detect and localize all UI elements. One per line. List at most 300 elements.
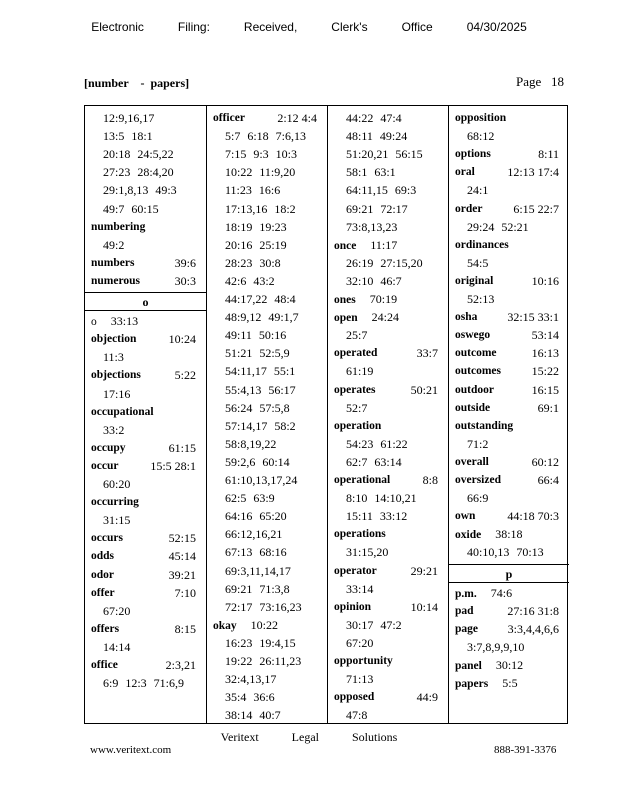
page-refs: 19:22 26:11,23 (225, 654, 302, 668)
page-refs-continued (225, 543, 323, 561)
index-entry (91, 457, 202, 475)
page-refs: 10:16 (531, 273, 559, 288)
index-entry (455, 471, 565, 489)
page-refs: 11:3 (103, 350, 124, 365)
index-entry (91, 272, 202, 290)
page-refs-continued (467, 181, 565, 199)
page-refs-continued (103, 348, 202, 366)
section-letter: o (85, 292, 206, 311)
index-entry (213, 616, 323, 634)
index-entry (455, 525, 565, 543)
index-term: odor (91, 568, 114, 581)
page-refs-continued (103, 385, 202, 403)
page-refs-continued (225, 145, 323, 163)
index-term: outstanding (455, 419, 514, 432)
index-term: once (334, 239, 357, 252)
page-refs: 52:15 (168, 531, 196, 546)
index-term: oswego (455, 329, 491, 342)
page-refs: 69:21 72:17 (346, 201, 408, 216)
index-entry (334, 236, 444, 254)
index-term: outcomes (455, 365, 501, 378)
page-refs-continued (103, 421, 202, 439)
page-refs: 31:15,20 (346, 545, 389, 560)
index-column-1 (85, 106, 206, 723)
index-term: osha (455, 311, 478, 324)
page-refs: 54:11,17 55:1 (225, 364, 296, 379)
page-refs-continued (346, 109, 444, 127)
page-refs-continued (225, 417, 323, 435)
page-refs: 24:24 (371, 310, 399, 325)
page-refs-continued (346, 489, 444, 507)
page-refs: 40:10,13 70:13 (467, 545, 544, 560)
index-entry (455, 399, 565, 417)
page-refs: 33:13 (110, 314, 139, 329)
index-term: opinion (334, 600, 372, 613)
page-refs: 52:13 (467, 292, 495, 306)
index-entry (455, 362, 565, 380)
index-term: numerous (91, 274, 140, 287)
page-refs: 35:4 36:6 (225, 690, 275, 705)
page-refs-continued (346, 435, 444, 453)
page-refs-continued (225, 272, 323, 290)
page-refs-continued (225, 652, 323, 670)
index-term: panel (455, 660, 482, 672)
index-term: objection (91, 333, 137, 346)
page-refs-continued (346, 706, 444, 724)
index-term: offers (91, 622, 120, 635)
page-refs: 58:8,19,22 (225, 436, 277, 451)
page-refs-continued (225, 290, 323, 308)
page-refs: 33:14 (346, 581, 374, 596)
page-refs: 32:4,13,17 (225, 672, 277, 687)
page-refs-continued (225, 218, 323, 236)
page-refs-continued (225, 688, 323, 706)
index-term: objections (91, 369, 141, 382)
index-term: original (455, 274, 494, 287)
page-refs: 70:19 (369, 292, 398, 306)
index-entry (91, 254, 202, 272)
index-term: opposed (334, 691, 375, 704)
footer-website: www.veritext.com (90, 744, 172, 756)
index-term: outcome (455, 347, 497, 360)
page-refs: 8:8 (422, 473, 438, 487)
page-refs: 16:23 19:4,15 (225, 635, 296, 650)
footer-phone: 888-391-3376 (494, 744, 557, 756)
index-entry (334, 652, 444, 670)
page-refs: 61:15 (168, 440, 196, 455)
page-refs: 20:18 24:5,22 (103, 147, 174, 162)
page-refs-continued (346, 326, 444, 344)
page-refs: 25:7 (346, 328, 368, 343)
page-refs-continued (225, 562, 323, 580)
page-refs-continued (467, 638, 565, 656)
page-refs: 73:8,13,23 (346, 219, 398, 234)
index-term: papers (455, 678, 489, 691)
index-entry (455, 417, 565, 435)
page-refs: 64:11,15 69:3 (346, 183, 417, 198)
page-refs: 64:16 65:20 (225, 509, 287, 524)
page-refs-continued (346, 453, 444, 471)
index-entry (455, 656, 565, 674)
page-refs: 49:7 60:15 (103, 201, 159, 216)
page-refs-continued (346, 254, 444, 272)
page-refs: 11:23 16:6 (225, 183, 281, 198)
index-entry (91, 547, 202, 565)
page-refs: 14:14 (103, 639, 131, 654)
page-refs: 59:2,6 60:14 (225, 454, 290, 469)
page-refs: 44:18 70:3 (507, 509, 559, 524)
page-refs: 15:11 33:12 (346, 509, 408, 524)
page-refs: 30:12 (495, 658, 524, 672)
page-refs: 69:21 71:3,8 (225, 581, 290, 596)
page-refs: 15:22 (531, 364, 559, 379)
page-refs-continued (225, 706, 323, 724)
index-term: oral (455, 166, 475, 179)
page-refs-continued (103, 181, 202, 199)
page-refs-continued (467, 489, 565, 507)
index-term: opportunity (334, 655, 393, 667)
index-term: outdoor (455, 383, 494, 396)
index-term: odds (91, 550, 115, 563)
page-refs-continued (346, 145, 444, 163)
page-refs-continued (103, 163, 202, 181)
index-entry (455, 602, 565, 620)
page-refs: 31:15 (103, 513, 131, 528)
page-refs-continued (225, 362, 323, 380)
page-refs: 61:19 (346, 364, 374, 379)
page-refs-continued (225, 200, 323, 218)
page-refs-continued (103, 602, 202, 620)
page-refs: 6:15 22:7 (513, 201, 559, 216)
index-entry (91, 330, 202, 348)
index-column-2 (206, 106, 327, 723)
page-refs: 7:10 (174, 585, 196, 600)
page-refs-continued (225, 634, 323, 652)
index-entry (91, 312, 202, 330)
index-term: ordinances (455, 238, 509, 251)
page-refs: 5:7 6:18 7:6,13 (225, 129, 307, 144)
page-refs: 44:17,22 48:4 (225, 292, 296, 306)
index-entry (455, 308, 565, 326)
page-refs-continued (467, 127, 565, 145)
index-entry (91, 218, 202, 236)
page-refs: 49:2 (103, 237, 125, 252)
page-refs-continued (346, 218, 444, 236)
index-term: occupy (91, 441, 126, 454)
index-entry (334, 308, 444, 326)
page-refs: 67:20 (103, 603, 131, 618)
page-refs: 52:7 (346, 400, 368, 415)
page-refs-continued (346, 362, 444, 380)
page-refs-continued (225, 326, 323, 344)
index-term: operator (334, 564, 377, 577)
page-refs: 72:17 73:16,23 (225, 599, 302, 614)
page-refs-continued (467, 254, 565, 272)
page-refs-continued (103, 475, 202, 493)
index-range: [number - papers] (84, 76, 190, 90)
page-refs-continued (225, 670, 323, 688)
index-entry (455, 272, 565, 290)
index-entry (91, 439, 202, 457)
page-refs: 66:9 (467, 491, 489, 506)
page-refs: 44:22 47:4 (346, 111, 402, 125)
page-refs-continued (346, 127, 444, 145)
page-refs: 26:19 27:15,20 (346, 255, 423, 270)
page-refs: 7:15 9:3 10:3 (225, 147, 298, 162)
page-refs: 67:20 (346, 635, 374, 650)
page-refs: 44:9 (416, 690, 438, 705)
index-term: offer (91, 586, 115, 599)
page-refs-continued (225, 471, 323, 489)
index-term: overall (455, 455, 489, 468)
index-entry (334, 598, 444, 616)
page-refs: 32:10 46:7 (346, 273, 402, 288)
page-refs: 55:4,13 56:17 (225, 382, 296, 397)
page-refs-continued (346, 580, 444, 598)
page-refs-continued (346, 616, 444, 634)
index-term: p.m. (455, 587, 477, 600)
word-index-grid (84, 105, 568, 724)
page-refs: 10:14 (410, 599, 438, 614)
page-refs-continued (225, 181, 323, 199)
index-entry (455, 236, 565, 254)
page-refs: 8:15 (174, 621, 196, 636)
page-refs: 62:5 63:9 (225, 491, 275, 506)
page-refs: 54:5 (467, 255, 489, 270)
page-refs: 33:2 (103, 422, 125, 437)
page-refs: 24:1 (467, 183, 489, 198)
page-refs: 58:1 63:1 (346, 165, 396, 180)
page-refs: 18:19 19:23 (225, 219, 287, 234)
index-term: occur (91, 459, 119, 472)
page-refs: 32:15 33:1 (507, 310, 559, 325)
index-term: occurring (91, 496, 139, 509)
footer-company: Veritext Legal Solutions (220, 730, 398, 744)
page-refs: 2:12 4:4 (277, 111, 317, 125)
index-entry (455, 507, 565, 525)
page-refs: 45:14 (168, 549, 196, 564)
section-letter: p (449, 564, 569, 583)
index-entry (455, 674, 565, 692)
page-refs-continued (225, 308, 323, 326)
page-refs: 38:14 40:7 (225, 708, 281, 723)
page-refs-continued (225, 489, 323, 507)
index-term: options (455, 148, 491, 161)
page-refs-continued (346, 543, 444, 561)
index-entry (91, 493, 202, 511)
page-refs: 28:23 30:8 (225, 255, 281, 270)
page-refs-continued (225, 127, 323, 145)
index-entry (455, 200, 565, 218)
index-term: own (455, 510, 476, 523)
page-refs: 74:6 (490, 585, 513, 600)
page-refs-continued (103, 638, 202, 656)
page-refs-continued (103, 109, 202, 127)
page-refs-continued (225, 163, 323, 181)
index-entry (334, 688, 444, 706)
page-refs: 38:18 (495, 527, 523, 542)
page-refs: 39:6 (174, 255, 196, 270)
filing-stamp: Electronic Filing: Received, Clerk's Office 04/30/2025 (91, 20, 527, 34)
index-entry (91, 584, 202, 602)
index-entry (91, 566, 202, 584)
page-refs: 8:10 14:10,21 (346, 491, 417, 506)
index-entry (334, 525, 444, 543)
index-term: opposition (455, 112, 507, 124)
page-refs: 2:3,21 (165, 658, 196, 672)
index-entry (455, 344, 565, 362)
page-refs: 27:16 31:8 (507, 603, 559, 618)
page-refs: 20:16 25:19 (225, 237, 287, 252)
page-refs: 13:5 18:1 (103, 129, 153, 144)
page-refs: 48:9,12 49:1,7 (225, 310, 299, 325)
page-refs: 5:5 (502, 676, 518, 691)
page-refs-continued (103, 145, 202, 163)
page-refs: 12:13 17:4 (507, 165, 559, 180)
page-refs-continued (467, 543, 565, 561)
page-refs-continued (103, 127, 202, 145)
page-refs-continued (225, 598, 323, 616)
page-refs: 71:13 (346, 672, 374, 687)
page-refs-continued (103, 674, 202, 692)
page-refs: 29:1,8,13 49:3 (103, 183, 177, 198)
page-refs: 33:7 (416, 346, 438, 361)
page-refs-continued (346, 200, 444, 218)
index-term: numbers (91, 256, 135, 269)
page-refs: 3:3,4,4,6,6 (507, 621, 559, 636)
index-entry (334, 381, 444, 399)
page-refs: 29:21 (410, 563, 438, 578)
page-refs: 49:11 50:16 (225, 328, 287, 343)
index-term: numbering (91, 220, 146, 233)
index-term: officer (213, 112, 245, 124)
index-entry (334, 471, 444, 489)
page-refs: 29:24 52:21 (467, 219, 529, 234)
page-refs-continued (346, 507, 444, 525)
page-refs: 42:6 43:2 (225, 273, 275, 288)
page-refs-continued (225, 525, 323, 543)
page-refs-continued (346, 399, 444, 417)
page-refs: 61:10,13,17,24 (225, 473, 298, 487)
index-entry (455, 620, 565, 638)
index-entry (455, 163, 565, 181)
page-refs: 53:14 (531, 328, 559, 343)
index-term: outside (455, 401, 491, 414)
page-refs: 30:3 (174, 273, 196, 288)
page-refs-continued (346, 163, 444, 181)
page-refs: 71:2 (467, 436, 489, 451)
index-entry (334, 417, 444, 435)
page-refs-continued (346, 181, 444, 199)
index-term: okay (213, 619, 237, 632)
page-refs: 57:14,17 58:2 (225, 418, 296, 433)
page-refs: 62:7 63:14 (346, 454, 402, 469)
page-refs: 16:13 (531, 346, 559, 361)
page-refs: 11:17 (370, 237, 398, 252)
page-refs: 67:13 68:16 (225, 545, 287, 560)
page-refs-continued (225, 435, 323, 453)
page-refs: 60:12 (531, 454, 559, 469)
index-term: order (455, 202, 483, 215)
index-entry (91, 403, 202, 421)
index-entry (334, 562, 444, 580)
page-refs: 17:16 (103, 386, 131, 401)
page-refs: 10:22 (250, 617, 278, 632)
page-refs: 69:1 (537, 400, 559, 415)
page-refs: 39:21 (168, 567, 196, 582)
index-term: office (91, 659, 118, 671)
page-refs: 50:21 (410, 382, 438, 397)
index-column-3 (327, 106, 448, 723)
page-refs: 5:22 (174, 368, 196, 383)
page-refs: 10:24 (168, 332, 196, 347)
index-entry (455, 381, 565, 399)
page-refs-continued (103, 236, 202, 254)
page-refs-continued (103, 511, 202, 529)
page-refs-continued (103, 200, 202, 218)
page-refs-continued (225, 344, 323, 362)
page-refs: 17:13,16 18:2 (225, 201, 296, 216)
index-entry (91, 529, 202, 547)
index-entry (213, 109, 323, 127)
page-refs: 69:3,11,14,17 (225, 563, 291, 578)
page-refs-continued (346, 634, 444, 652)
page-refs: 68:12 (467, 129, 495, 144)
index-entry (91, 656, 202, 674)
index-term: operated (334, 347, 378, 360)
index-entry (455, 584, 565, 602)
page-refs: 60:20 (103, 477, 131, 491)
page-refs: 12:9,16,17 (103, 111, 155, 125)
page-refs: 51:21 52:5,9 (225, 346, 290, 361)
index-entry (91, 620, 202, 638)
index-term: operations (334, 528, 386, 541)
index-entry (455, 145, 565, 163)
index-term: ones (334, 294, 356, 306)
page-refs: 27:23 28:4,20 (103, 165, 174, 180)
page-refs-continued (225, 507, 323, 525)
index-entry (455, 326, 565, 344)
page-refs: 3:7,8,9,9,10 (467, 639, 525, 654)
index-term: oversized (455, 474, 501, 486)
page-refs: 15:5 28:1 (150, 458, 196, 473)
index-term: pad (455, 604, 474, 617)
index-term: operation (334, 419, 382, 432)
page-refs: 51:20,21 56:15 (346, 147, 423, 162)
index-entry (91, 366, 202, 384)
index-term: occurs (91, 532, 123, 545)
page-refs: 48:11 49:24 (346, 129, 408, 144)
page-refs-continued (225, 580, 323, 598)
index-entry (455, 109, 565, 127)
page-refs: 16:15 (531, 382, 559, 397)
page-refs-continued (225, 453, 323, 471)
page-refs-continued (346, 272, 444, 290)
page-number: Page 18 (516, 74, 565, 89)
page-refs-continued (346, 670, 444, 688)
page-refs: 56:24 57:5,8 (225, 400, 290, 415)
page-refs-continued (225, 254, 323, 272)
index-term: o (91, 316, 97, 329)
index-entry (334, 344, 444, 362)
page-refs-continued (225, 381, 323, 399)
index-term: page (455, 622, 478, 635)
index-term: operates (334, 383, 376, 396)
page-refs-continued (467, 435, 565, 453)
page-refs-continued (225, 399, 323, 417)
page-refs: 8:11 (538, 147, 559, 162)
index-term: open (334, 312, 358, 325)
